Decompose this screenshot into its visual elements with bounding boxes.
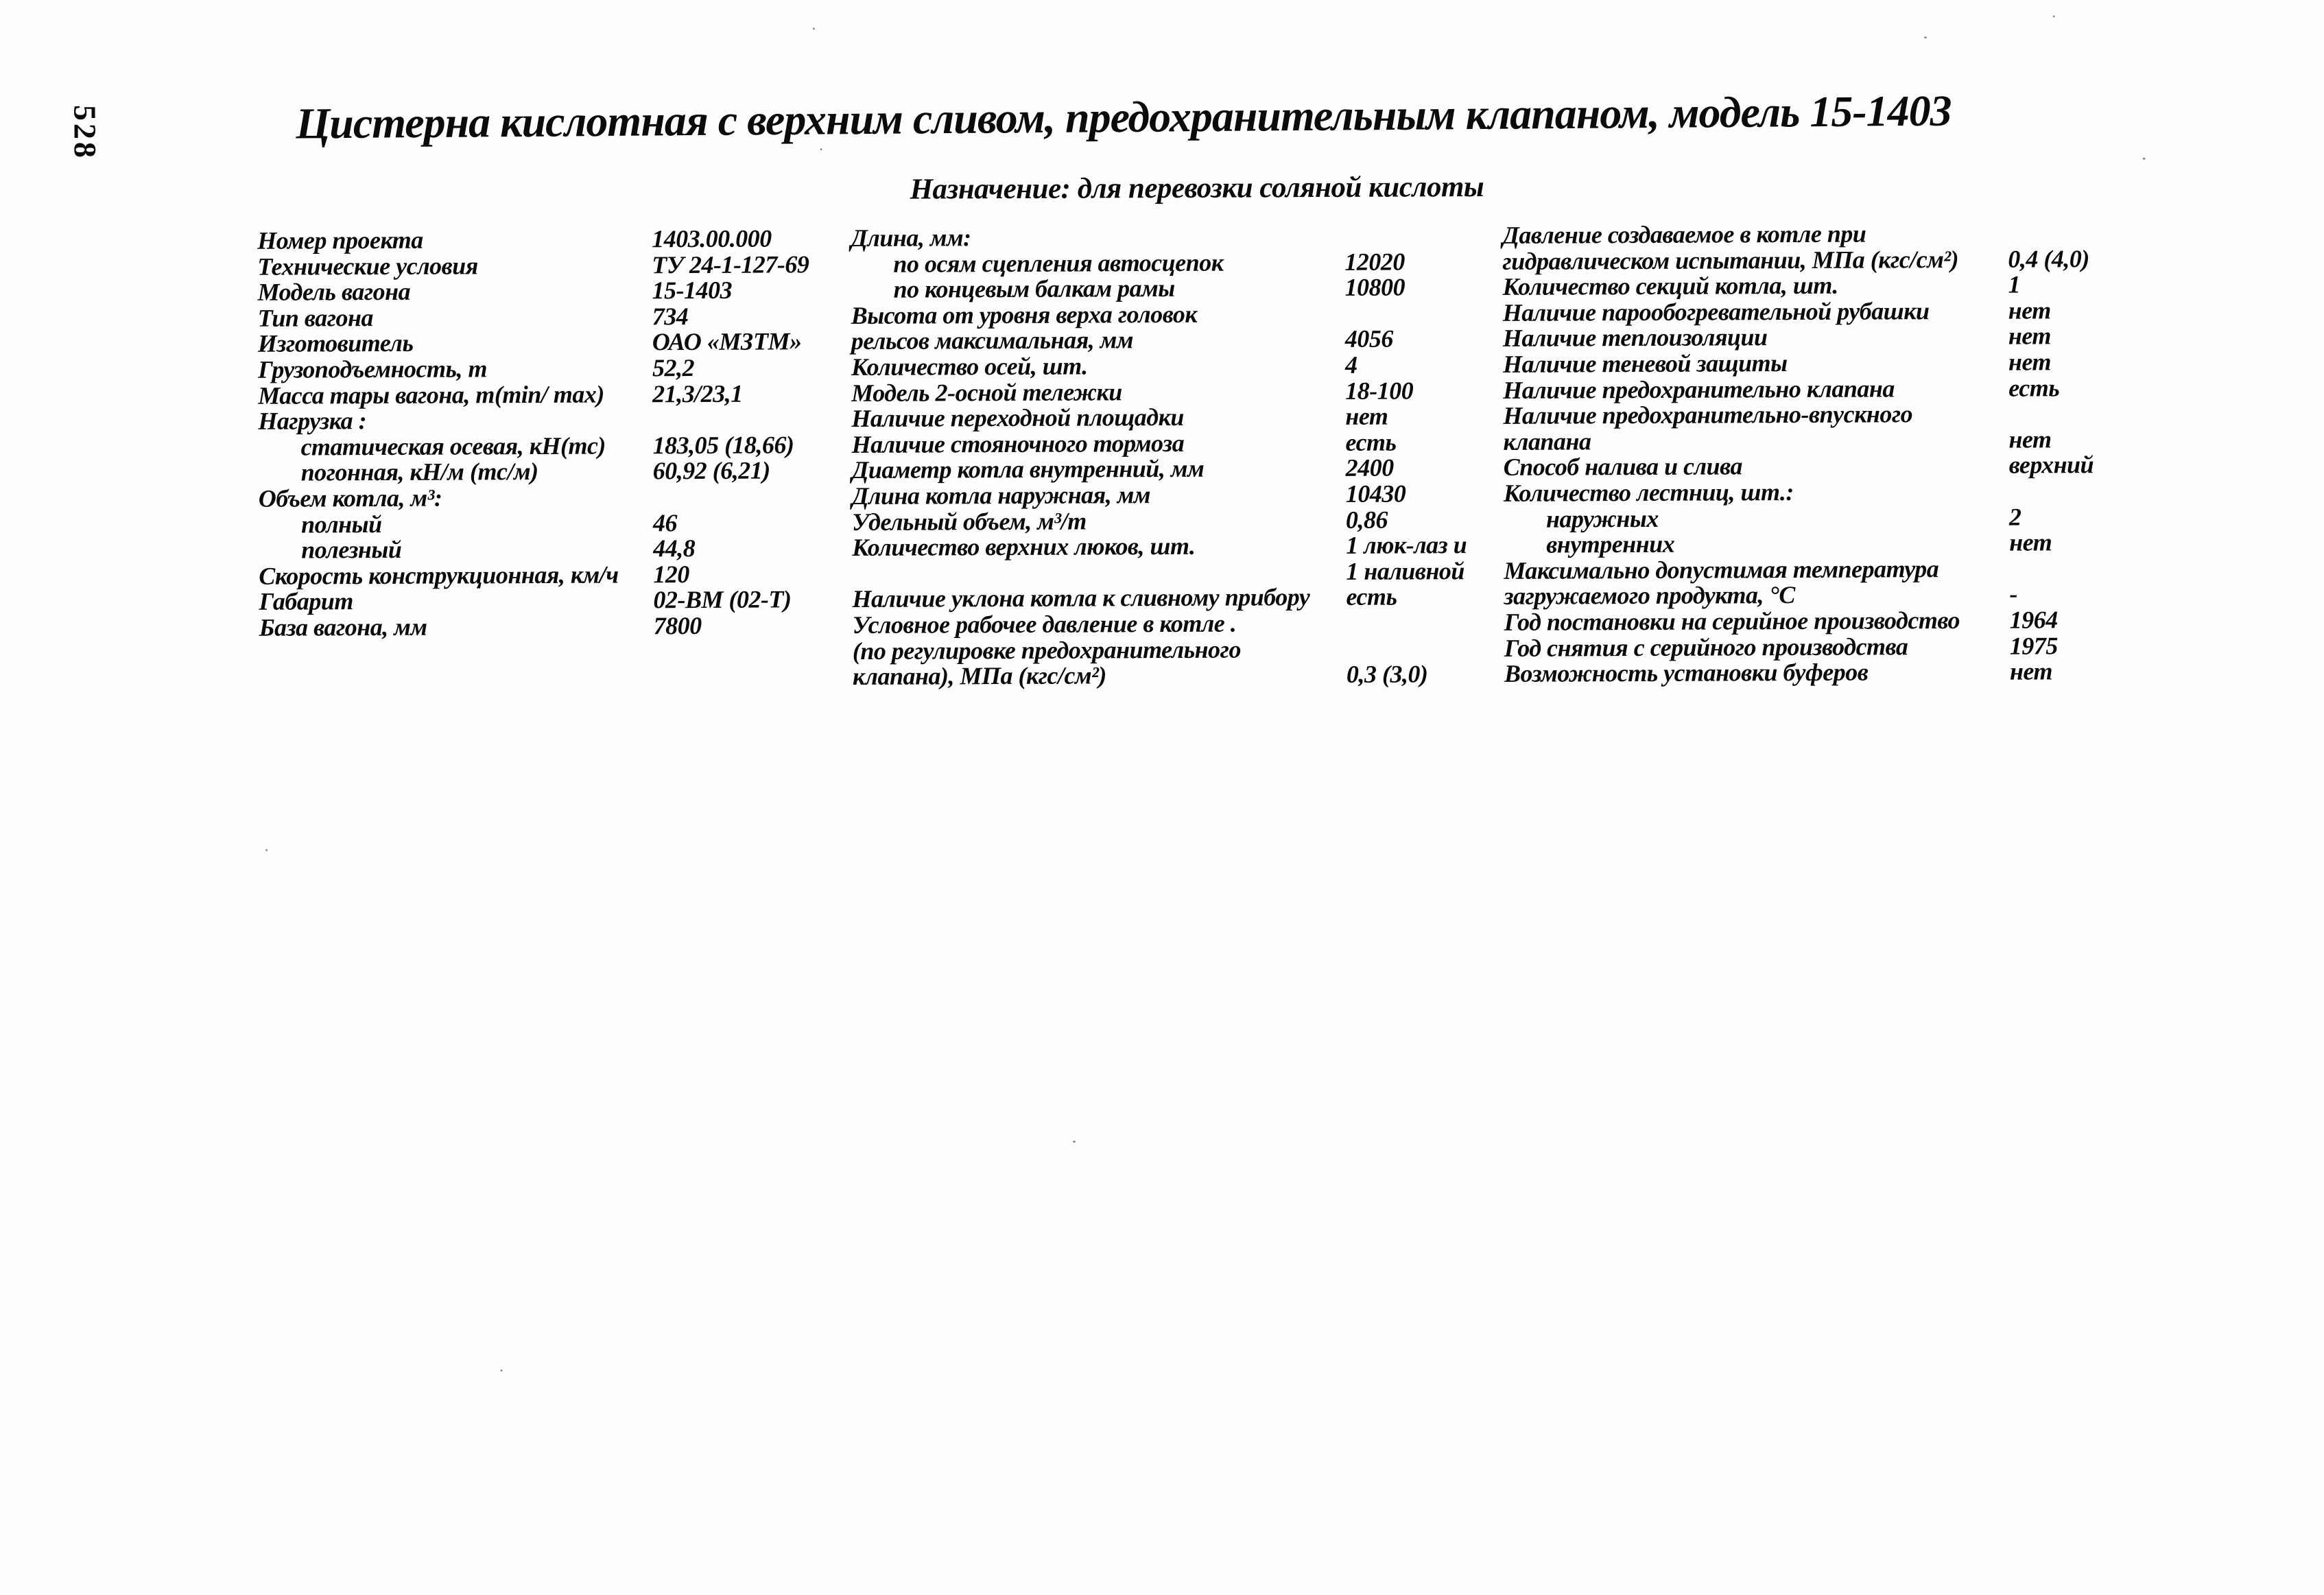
- spec-label: наружных: [1545, 504, 1659, 533]
- spec-row: [1504, 580, 2320, 610]
- spec-row: [852, 558, 1500, 587]
- spec-label: Высота от уровня верха головок: [851, 300, 1198, 329]
- spec-value: 12020: [1344, 248, 1405, 276]
- spec-row: [1504, 632, 2321, 661]
- spec-value: 1975: [2009, 631, 2058, 660]
- spec-row: [258, 329, 848, 357]
- spec-value: -: [2009, 580, 2018, 608]
- spec-row: [851, 352, 1499, 381]
- spec-label: Изготовитель: [257, 329, 414, 358]
- spec-label: Длина, мм:: [851, 224, 971, 252]
- spec-value: нет: [2008, 296, 2051, 324]
- spec-label: Год постановки на серийное производство: [1504, 606, 1960, 636]
- spec-row: [258, 432, 848, 460]
- spec-row: [1503, 374, 2319, 403]
- spec-row: [259, 458, 849, 486]
- spec-label: Количество секций котла, шт.: [1502, 271, 1838, 301]
- spec-value: 120: [653, 560, 689, 588]
- spec-value: 2400: [1345, 453, 1394, 482]
- spec-label: Количество лестниц, шт.:: [1503, 477, 1794, 507]
- spec-label: Давление создаваемое в котле при: [1502, 220, 1866, 249]
- spec-value: нет: [2009, 657, 2053, 685]
- spec-label: Масса тары вагона, т(min/ max): [258, 380, 604, 410]
- spec-label: Количество осей, шт.: [851, 352, 1088, 381]
- spec-label: Максимально допустимая температура: [1504, 554, 1939, 584]
- spec-label: по осям сцепления автосцепок: [893, 248, 1224, 278]
- spec-row: [1504, 529, 2320, 558]
- spec-label: Возможность установки буферов: [1504, 658, 1869, 687]
- scan-speck: [500, 1369, 502, 1371]
- spec-row: [259, 510, 849, 538]
- spec-value: нет: [2009, 528, 2052, 556]
- spec-value: нет: [2008, 348, 2052, 376]
- spec-value: 734: [652, 302, 689, 331]
- spec-label: Наличие теневой защиты: [1502, 349, 1788, 378]
- spec-label: Габарит: [259, 587, 353, 616]
- spec-label: загружаемого продукта, °С: [1504, 581, 1795, 611]
- spec-row: [1502, 220, 2319, 249]
- spec-value: 18-100: [1345, 376, 1414, 405]
- spec-label: Условное рабочее давление в котле .: [852, 609, 1237, 639]
- spec-column-right: [1502, 220, 2321, 687]
- spec-label: Наличие стояночного тормоза: [851, 429, 1185, 458]
- spec-row: [851, 300, 1499, 329]
- spec-label: Длина котла наружная, мм: [851, 481, 1151, 510]
- spec-row: [1503, 400, 2319, 429]
- scan-speck: [820, 148, 822, 150]
- spec-label: Наличие предохранительно-впускного: [1503, 400, 1913, 430]
- spec-row: [259, 613, 849, 641]
- spec-row: [852, 584, 1500, 613]
- spec-value: 10800: [1344, 273, 1406, 302]
- spec-value: 1964: [2009, 606, 2058, 634]
- spec-label: Наличие предохранительно клапана: [1503, 374, 1895, 404]
- spec-label: рельсов максимальная, мм: [851, 326, 1134, 355]
- spec-label: полезный: [301, 535, 402, 564]
- spec-label: внутренних: [1546, 530, 1675, 558]
- spec-row: [852, 481, 1500, 510]
- spec-value: 4056: [1344, 324, 1393, 353]
- spec-label: Скорость конструкционная, км/ч: [259, 560, 619, 590]
- spec-row: [851, 326, 1499, 355]
- spec-value: 183,05 (18,66): [652, 431, 794, 460]
- spec-value: 10430: [1345, 480, 1406, 508]
- spec-row: [1503, 348, 2319, 378]
- spec-value: 44,8: [653, 534, 696, 563]
- document-title: Цистерна кислотная с верхним сливом, предохранительным клапаном, модель 15-1403: [296, 86, 1952, 148]
- spec-row: [851, 377, 1499, 406]
- spec-label: клапана: [1503, 427, 1591, 456]
- spec-value: 15-1403: [652, 276, 733, 305]
- spec-row: [1503, 425, 2319, 455]
- spec-value: 1 люк-лаз и: [1346, 531, 1467, 559]
- spec-row: [853, 610, 1501, 639]
- spec-value: 2: [2008, 503, 2021, 531]
- spec-label: Способ налива и слива: [1503, 452, 1742, 482]
- spec-label: Количество верхних люков, шт.: [852, 532, 1196, 562]
- spec-label: Тип вагона: [257, 303, 374, 332]
- spec-label: Грузоподъемность, т: [257, 355, 488, 383]
- spec-row: [258, 303, 848, 331]
- spec-label: погонная, кН/м (тс/м): [300, 458, 538, 486]
- spec-label: Объем котла, м³:: [258, 484, 442, 512]
- spec-value: есть: [2008, 373, 2060, 402]
- spec-value: 1 наливной: [1346, 556, 1465, 585]
- spec-value: 4: [1344, 351, 1357, 379]
- spec-value: нет: [2008, 425, 2052, 453]
- spec-label: (по регулировке предохранительного: [852, 635, 1242, 665]
- scan-speck: [1073, 1141, 1076, 1143]
- spec-row: [258, 381, 848, 409]
- spec-label: по концевым балкам рамы: [893, 274, 1175, 303]
- spec-value: 52,2: [652, 353, 695, 382]
- spec-row: [1504, 477, 2320, 507]
- spec-label: статическая осевая, кН(тс): [300, 432, 606, 461]
- spec-row: [853, 661, 1501, 690]
- spec-value: 46: [652, 508, 678, 536]
- spec-label: Год снятия с серийного производства: [1504, 632, 1908, 662]
- spec-value: нет: [1345, 402, 1388, 431]
- spec-row: [1504, 503, 2320, 532]
- spec-column-middle: [851, 223, 1501, 690]
- spec-value: 0,86: [1345, 506, 1388, 534]
- spec-label: полный: [300, 510, 382, 539]
- spec-row: [257, 277, 847, 305]
- spec-row: [257, 252, 847, 280]
- spec-label: Модель 2-осной тележки: [851, 377, 1122, 407]
- spec-row: [259, 561, 849, 589]
- spec-row: [258, 406, 848, 434]
- spec-row: [1502, 245, 2319, 274]
- spec-row: [852, 532, 1500, 561]
- spec-value: ОАО «МЗТМ»: [652, 327, 802, 356]
- spec-row: [851, 223, 1499, 252]
- spec-label: Модель вагона: [257, 277, 411, 306]
- spec-value: 0,3 (3,0): [1346, 660, 1428, 688]
- spec-row: [259, 484, 849, 512]
- spec-row: [851, 429, 1499, 458]
- spec-label: Наличие уклона котла к сливному прибору: [852, 583, 1310, 613]
- spec-label: клапана), МПа (кгс/см²): [852, 661, 1106, 691]
- spec-row: [258, 355, 848, 383]
- spec-value: ТУ 24-1-127-69: [652, 250, 809, 279]
- spec-label: Наличие переходной площадки: [851, 403, 1184, 433]
- spec-label: Номер проекта: [257, 226, 423, 255]
- spec-row: [1504, 554, 2320, 584]
- spec-value: нет: [2008, 322, 2051, 351]
- spec-value: 02-ВМ (02-Т): [653, 585, 792, 614]
- spec-value: 60,92 (6,21): [652, 456, 770, 485]
- spec-row: [1504, 451, 2320, 481]
- spec-value: верхний: [2008, 451, 2094, 479]
- spec-row: [259, 535, 849, 563]
- scan-speck: [265, 849, 268, 851]
- spec-row: [259, 587, 849, 615]
- page-number: 528: [67, 104, 103, 161]
- spec-value: есть: [1345, 428, 1397, 456]
- scan-speck: [2143, 158, 2146, 160]
- spec-label: Наличие теплоизоляции: [1502, 323, 1768, 353]
- spec-row: [1503, 296, 2319, 326]
- spec-label: Удельный объем, м³/т: [851, 507, 1087, 536]
- scan-speck: [813, 27, 815, 29]
- spec-row: [1502, 271, 2319, 300]
- spec-row: [1504, 606, 2321, 636]
- spec-value: есть: [1346, 582, 1397, 611]
- spec-value: 21,3/23,1: [652, 379, 743, 407]
- spec-label: База вагона, мм: [259, 613, 427, 641]
- spec-value: 1403.00.000: [652, 224, 772, 253]
- spec-row: [257, 226, 847, 254]
- spec-value: 1: [2008, 270, 2021, 298]
- spec-label: Технические условия: [257, 251, 478, 281]
- spec-value: 7800: [653, 611, 702, 640]
- scan-speck: [2053, 15, 2055, 17]
- spec-row: [851, 403, 1499, 432]
- scan-speck: [1924, 36, 1927, 38]
- spec-label: Наличие парообогревательной рубашки: [1502, 296, 1930, 327]
- spec-row: [1504, 658, 2321, 687]
- spec-value: 0,4 (4,0): [2008, 244, 2089, 273]
- spec-row: [851, 274, 1499, 303]
- spec-label: Диаметр котла внутренний, мм: [851, 455, 1205, 484]
- document-subtitle: Назначение: для перевозки соляной кислоты: [910, 170, 1484, 206]
- spec-column-left: [257, 226, 849, 641]
- spec-row: [1503, 322, 2319, 352]
- spec-label: Нагрузка :: [258, 407, 367, 435]
- spec-label: гидравлическом испытании, МПа (кгс/см²): [1502, 245, 1959, 275]
